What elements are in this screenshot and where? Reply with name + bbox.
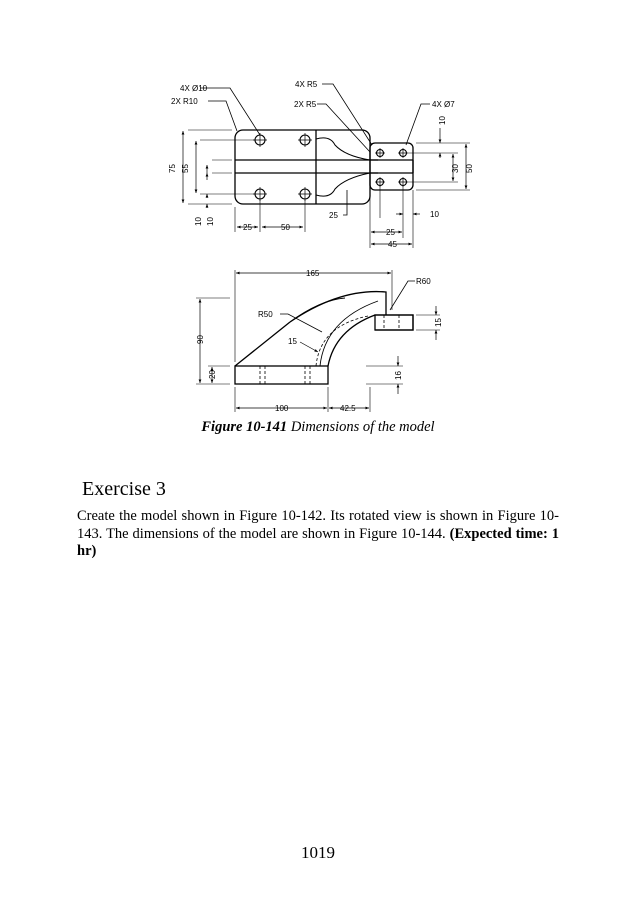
technical-drawing [0,0,636,420]
label-r50: R50 [258,310,273,319]
dim-55: 55 [181,164,190,173]
dim-165: 165 [306,269,320,278]
dim-45: 45 [388,240,397,249]
label-round-small-b: 2X R5 [294,100,317,109]
top-view-labels [168,80,474,249]
label-round-outer: 2X R10 [171,97,198,106]
label-holes-large: 4X Ø10 [180,84,208,93]
label-holes-small: 4X Ø7 [432,100,455,109]
figure-caption-text: Dimensions of the model [287,419,435,435]
label-r60: R60 [416,277,431,286]
dim-10-right: 10 [430,210,439,219]
label-round-small-a: 4X R5 [295,80,318,89]
top-view [183,84,470,248]
figure-caption-number: Figure 10-141 [201,419,288,435]
exercise-heading: Exercise 3 [82,478,166,500]
dim-100: 100 [275,404,289,413]
dim-90: 90 [196,335,205,344]
side-view [196,270,440,412]
dim-25-left: 25 [243,223,252,232]
dim-10-top: 10 [438,116,447,125]
dim-15-inner: 15 [288,337,297,346]
dim-25-mid: 25 [329,211,338,220]
side-boss [375,315,413,330]
dim-75: 75 [168,164,177,173]
dim-25-right: 25 [386,228,395,237]
dim-10-left-b: 10 [206,217,215,226]
dim-50-right: 50 [465,164,474,173]
side-base [235,366,328,384]
figure-caption [0,419,636,436]
dim-50: 50 [281,223,290,232]
dim-16: 16 [394,371,403,380]
exercise-body [77,508,559,561]
dim-20: 20 [208,370,217,379]
dim-30: 30 [451,164,460,173]
dim-15-right: 15 [434,318,443,327]
dim-42-5: 42.5 [340,404,356,413]
page-number: 1019 [301,843,335,862]
exercise-body-text: Create the model shown in Figure 10-142. Its rotated view is shown in Figure 10-143. The dimensions of the model are shown in Figure 10-144. [77,508,559,542]
dim-10-left-a: 10 [194,217,203,226]
expected-time: (Expected time: 1 hr) [77,525,559,559]
side-view-labels [196,269,443,413]
